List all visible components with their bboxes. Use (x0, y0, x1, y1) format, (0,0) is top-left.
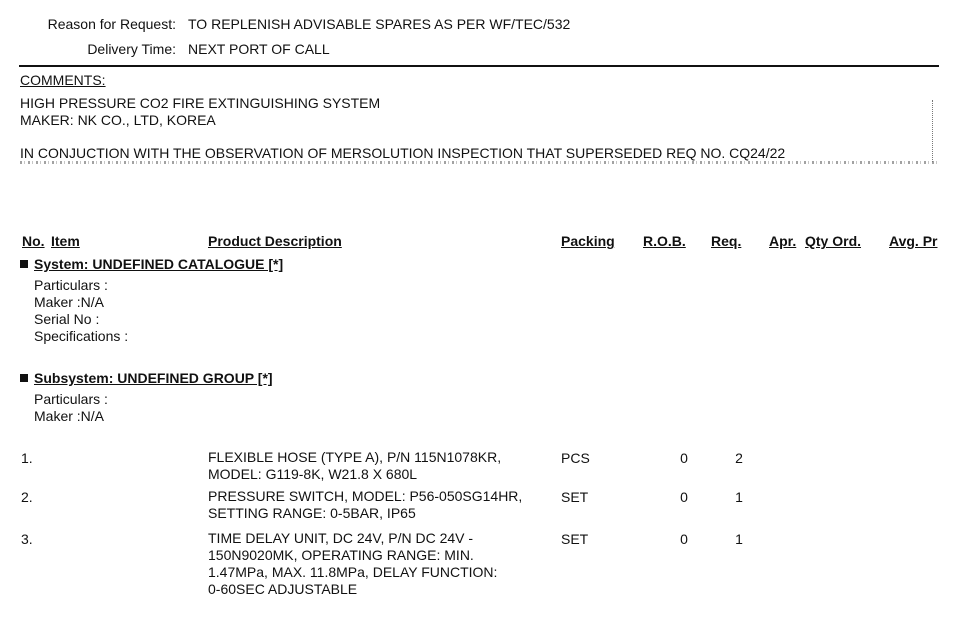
item-number: 3. (21, 531, 33, 547)
col-item: Item (51, 233, 80, 249)
scan-edge-mark (932, 100, 935, 162)
item-description-line: 150N9020MK, OPERATING RANGE: MIN. (208, 547, 474, 563)
scan-noise-line (20, 161, 938, 164)
system-particulars: Particulars : (34, 277, 108, 293)
item-description (208, 530, 497, 598)
system-maker: Maker :N/A (34, 294, 105, 310)
item-description-line: 1.47MPa, MAX. 11.8MPa, DELAY FUNCTION: (208, 564, 498, 580)
item-description (208, 488, 522, 522)
subsystem-maker: Maker :N/A (34, 408, 105, 424)
col-product-description: Product Description (208, 233, 342, 249)
system-title: System: UNDEFINED CATALOGUE [*] (34, 256, 284, 272)
col-qty-ord: Qty Ord. (805, 233, 862, 249)
comment-line-3: IN CONJUCTION WITH THE OBSERVATION OF MERSOLUTION INSPECTION THAT SUPERSEDED REQ NO. CQ24/22 (20, 145, 786, 161)
col-rob: R.O.B. (643, 233, 686, 249)
bullet-square-icon (20, 260, 28, 268)
item-rob: 0 (680, 450, 688, 466)
reason-label: Reason for Request: (47, 16, 176, 32)
header-divider (19, 65, 939, 67)
item-description (208, 449, 501, 483)
comments-title: COMMENTS: (20, 72, 106, 88)
col-no: No. (22, 233, 45, 249)
item-description-line: PRESSURE SWITCH, MODEL: P56-050SG14HR, (208, 488, 523, 504)
comment-line-2: MAKER: NK CO., LTD, KOREA (20, 112, 216, 128)
subsystem-heading (20, 370, 273, 387)
col-apr: Apr. (769, 233, 797, 249)
item-req: 1 (735, 531, 743, 547)
item-description-line: 0-60SEC ADJUSTABLE (208, 581, 358, 597)
item-packing: SET (561, 531, 589, 547)
item-description-line: FLEXIBLE HOSE (TYPE A), P/N 115N1078KR, (208, 449, 502, 465)
item-packing: PCS (561, 450, 590, 466)
system-specifications: Specifications : (34, 328, 129, 344)
item-rob: 0 (680, 531, 688, 547)
item-description-line: SETTING RANGE: 0-5BAR, IP65 (208, 505, 416, 521)
item-rob: 0 (680, 489, 688, 505)
item-number: 1. (21, 450, 33, 466)
col-packing: Packing (561, 233, 615, 249)
system-heading (20, 256, 283, 273)
item-req: 1 (735, 489, 743, 505)
col-avg-price: Avg. Pr (889, 233, 938, 249)
col-req: Req. (711, 233, 742, 249)
subsystem-details (34, 391, 108, 425)
bullet-square-icon (20, 374, 28, 382)
subsystem-particulars: Particulars : (34, 391, 108, 407)
delivery-value: NEXT PORT OF CALL (188, 41, 330, 57)
delivery-label: Delivery Time: (87, 41, 176, 57)
item-description-line: TIME DELAY UNIT, DC 24V, P/N DC 24V - (208, 530, 474, 546)
subsystem-title: Subsystem: UNDEFINED GROUP [*] (34, 370, 273, 386)
item-description-line: MODEL: G119-8K, W21.8 X 680L (208, 466, 418, 482)
item-req: 2 (735, 450, 743, 466)
reason-value: TO REPLENISH ADVISABLE SPARES AS PER WF/TEC/532 (188, 16, 571, 32)
system-serial: Serial No : (34, 311, 100, 327)
item-packing: SET (561, 489, 589, 505)
item-number: 2. (21, 489, 33, 505)
system-details (34, 277, 128, 345)
comment-line-1: HIGH PRESSURE CO2 FIRE EXTINGUISHING SYSTEM (20, 95, 381, 111)
